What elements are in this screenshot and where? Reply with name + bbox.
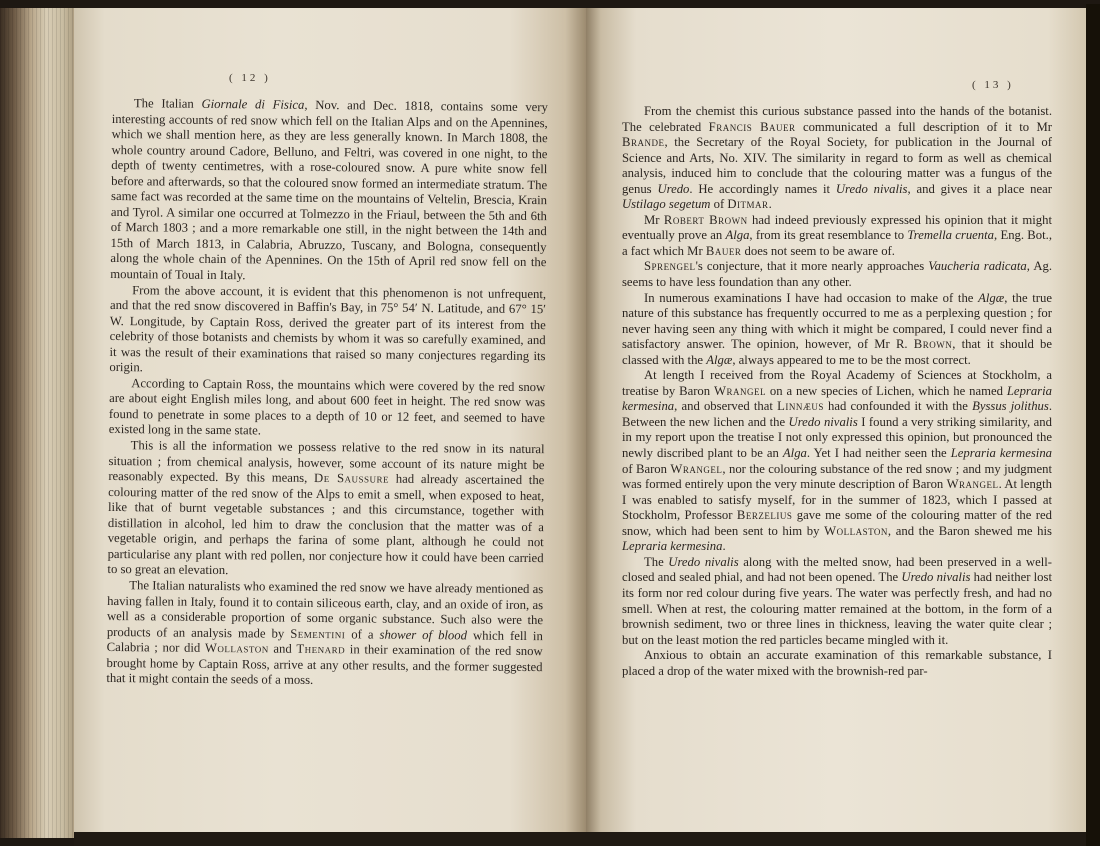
text-run: According to Captain Ross, the mountains which were covered by the red snow are about eight English miles long, and about 600 feet in height. The red snow was found to penetrate in some places to a depth of 10 or 12 feet, and seemed to have existed long in the same state. (108, 376, 546, 438)
text-run: Anxious to obtain an accurate examination of this remarkable substance, I placed a drop of the water mixed with the brownish-red par- (622, 648, 1052, 678)
text-run: The Italian (133, 96, 202, 111)
text-run: in their examination of the red snow brought home by Captain Ross, arrive at any other results, and the former suggested that it might contain the seeds of a moss. (106, 642, 543, 688)
text-run: on a new species of Lichen, which he named (766, 383, 1007, 398)
text-run: along with the melted snow, had been preserved in a well-closed and sealed phial, and had not been opened. The (622, 554, 1052, 585)
small-caps-name: Wollaston (204, 641, 269, 656)
page-number: ( 13 ) (972, 79, 1014, 91)
bottom-shadow (74, 832, 1088, 846)
small-caps-name: Robert Brown (663, 212, 748, 227)
italic-text: Ustilago segetum (622, 197, 711, 212)
small-caps-name: Wollaston (824, 523, 888, 538)
paragraph (622, 555, 1052, 648)
text-run: . (722, 539, 726, 554)
italic-text: Vaucheria radicata (928, 259, 1027, 274)
italic-text: Uredo nivalis (788, 414, 858, 429)
small-caps-name: Ditmar (727, 197, 769, 212)
paragraph (622, 213, 1052, 260)
text-run: This is all the information we possess relative to the red snow in its natural situation ; from chemical analysis, however, some account of its nature might be reasonably expected. By this means, (108, 438, 545, 486)
paragraph (622, 104, 1052, 213)
left-page (74, 8, 586, 834)
small-caps-name: Sementini (290, 626, 346, 641)
text-run: , from its great resemblance to (749, 228, 908, 243)
text-run: . Yet I had neither seen the (806, 446, 951, 461)
text-run: of Baron (622, 461, 671, 476)
italic-text: Giornale di Fisica (201, 96, 305, 112)
small-caps-name: Francis Bauer (708, 119, 796, 134)
small-caps-name: Thenard (296, 641, 346, 657)
text-run: had indeed previously expressed his opinion that it might eventually prove an (622, 212, 1053, 243)
text-run: The Italian naturalists who examined the red snow we have already mentioned as having fallen in Italy, found it to contain siliceous earth, clay, and an oxide of iron, as well as a considerable proportion of some organic substance. Such also were the products of an analysis made by (106, 578, 544, 641)
text-run: does not seem to be aware of. (741, 243, 895, 258)
text-run: communicated a full description of it to Mr (795, 119, 1052, 134)
text-run: . He accordingly names it (689, 181, 836, 196)
paragraph (622, 291, 1052, 369)
italic-text: Lepraria kermesina (622, 539, 723, 554)
text-run: , nor the colouring substance of the red snow ; and my judgment was formed entirely upon the very minute description of Baron (622, 461, 1053, 492)
text-run: 's conjecture, that it more nearly approaches (695, 259, 929, 274)
small-caps-name: Bauer (705, 243, 742, 258)
italic-text: shower of blood (379, 627, 468, 643)
text-run: of a (345, 626, 380, 642)
text-run: , Nov. and Dec. 1818, contains some very interesting accounts of red snow which fell on the Italian Alps and on the Apennines, which we shall mention here, as they are less generally known. In March 1808, the whole country around Cadore, Belluno, and Feltri, was covered in one night, to the depth of twenty centimetres, with a rose-coloured snow. A pure white snow fell before and afterwards, so that the coloured snow formed an intermediate stratum. The same fact was recorded at the same time on the mountains of Veltelin, Brescia, Krain and Tyrol. A similar one occurred at Tolmezzo in the Friaul, between the 5th and 6th of March 1803 ; and a more remarkable one still, in the night between the 14th and 15th of March 1813, in Calabria, Abruzzo, Tuscany, and Bologna, consequently along the whole chain of the Apennines. On the 15th of April red snow fell on the mountain of Toual in Italy. (110, 97, 548, 283)
text-run: I found a very striking similarity, and in my report upon the treatise I not only expressed this opinion, but pronounced the newly discribed plant to be an (622, 414, 1052, 461)
small-caps-name: Sprengel (644, 259, 696, 274)
small-caps-name: Wrangel (670, 461, 723, 476)
text-run: Mr (644, 212, 664, 227)
paragraph (109, 283, 546, 380)
text-run: From the above account, it is evident that this phenomenon is not unfrequent, and that the red snow discovered in Baffin's Bay, in 75° 54′ N. Latitude, and 67° 15′ W. Longitude, by Captain Ross, derived the greater part of its interest from the celebrity of those botanists and chemists by whom it was so carefully examined, and it was the result of their examinations that raised so many conjectures regarding its origin. (109, 282, 547, 375)
text-run: of (710, 197, 728, 212)
text-run: At length I received from the Royal Academy of Sciences at Stockholm, a treatise by Baron (622, 368, 1052, 398)
text-run: . At length I was enabled to satisfy myself, for in the summer of 1823, which I passed at Stockholm, Professor (622, 477, 1053, 523)
italic-text: Lepraria kermesina (622, 383, 1052, 414)
italic-text: Algæ (978, 290, 1005, 305)
paragraph (622, 259, 1052, 290)
right-page-body (622, 104, 1052, 679)
small-caps-name: Brande (622, 135, 665, 150)
paragraph (622, 648, 1052, 679)
text-run: , the true nature of this substance has frequently occurred to me as a perplexing question ; for never having seen any thing with which it might be compared, I could never find a satisfactory answer. The opinion, however, of Mr R. (622, 290, 1052, 352)
italic-text: Tremella cruenta (907, 228, 995, 243)
left-page-body (106, 96, 548, 691)
text-run: From the chemist this curious substance passed into the hands of the botanist. The celebrated (622, 104, 1052, 134)
text-run: , that it should be classed with the (622, 337, 1053, 367)
small-caps-name: Wrangel (714, 383, 767, 398)
text-run: . Between the new lichen and the (622, 399, 1052, 429)
italic-text: Alga (725, 228, 750, 243)
italic-text: Uredo nivalis (901, 570, 971, 585)
text-run: , Eng. Bot., a fact which Mr (622, 228, 1052, 258)
italic-text: Alga (782, 446, 807, 461)
text-run: had already ascertained the colouring matter of the red snow of the Alps to emit a smell, when exposed to heat, like that of burnt vegetable substances ; and this circumstance, together with distillation in alcohol, led him to draw the conclusion that the matter was of a vegetable origin, and perhaps the farina of some plant, although he could not particularise any plant with red pollen, nor conjecture how it could have been carried to so great an elevation. (107, 471, 545, 578)
paragraph (109, 376, 546, 442)
text-run: gave me some of the colouring matter of the red snow, which had been sent to him by (622, 508, 1052, 538)
small-caps-name: Berzelius (736, 508, 793, 523)
text-run: , Ag. seems to have less foundation than any other. (622, 259, 1052, 290)
italic-text: Lepraria kermesina (950, 446, 1053, 461)
page-edge-lines (0, 8, 78, 838)
small-caps-name: Brown (913, 337, 953, 352)
text-run: The (644, 554, 669, 569)
text-run: , and observed that (674, 399, 778, 414)
text-run: , the Secretary of the Royal Society, for publication in the Journal of Science and Arts, No. XIV. The similarity in regard to form as well as chemical analysis, induced him to conclude that the colouring matter was a fungus of the genus (622, 135, 1052, 196)
text-run: had confounded it with the (823, 399, 973, 414)
italic-text: Algæ (706, 352, 733, 367)
text-run: , and the Baron shewed me his (887, 523, 1052, 538)
paragraph (110, 96, 548, 287)
small-caps-name: De Saussure (314, 471, 390, 486)
italic-text: Uredo nivalis (835, 181, 908, 196)
text-run: and (268, 641, 297, 656)
right-page (586, 8, 1088, 834)
italic-text: Uredo (657, 181, 690, 196)
small-caps-name: Wrangel (946, 477, 999, 492)
text-run: In numerous examinations I have had occasion to make of the (644, 290, 979, 305)
paragraph (106, 578, 543, 691)
right-edge (1086, 4, 1100, 846)
paragraph (107, 438, 544, 582)
text-run: which fell in Calabria ; nor did (106, 628, 543, 656)
page-number: ( 12 ) (229, 72, 271, 84)
text-run: , and gives it a place near (907, 181, 1052, 196)
paragraph (622, 368, 1052, 555)
italic-text: Uredo nivalis (668, 554, 739, 569)
text-run: had neither lost its form nor red colour during five years. The water was perfectly fresh, and had no smell. When at rest, the colouring matter remained at the bottom, in the form of a brownish sediment, two or three lines in thickness, leaving the water quite clear ; but on the least motion the red particles became mingled with it. (622, 570, 1052, 647)
text-run: . (768, 197, 772, 212)
text-run: , always appeared to me to be the most correct. (732, 352, 971, 367)
italic-text: Byssus jolithus (972, 399, 1049, 414)
small-caps-name: Linnæus (777, 399, 824, 414)
